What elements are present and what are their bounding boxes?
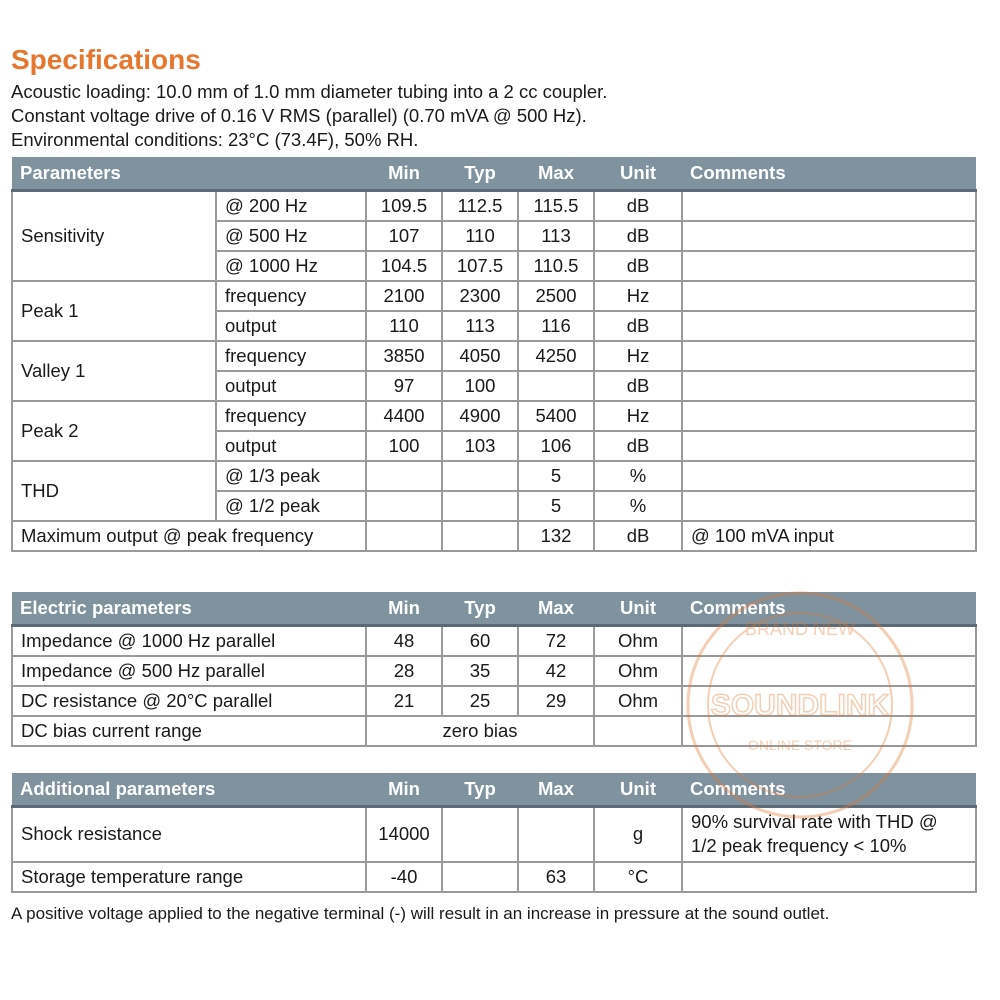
- header-min: Min: [366, 592, 442, 626]
- table-cell: [366, 491, 442, 521]
- table-row: [12, 716, 976, 746]
- table-cell: [366, 461, 442, 491]
- table-header: [12, 157, 976, 191]
- environment-note: Environmental conditions: 23°C (73.4F), 50% RH.: [11, 129, 419, 150]
- table-cell: [682, 371, 976, 401]
- table-cell: -40: [366, 862, 442, 892]
- header-unit: Unit: [594, 773, 682, 807]
- table-row: [12, 401, 976, 431]
- table-cell: 103: [442, 431, 518, 461]
- table-cell: Shock resistance: [12, 807, 366, 862]
- table-cell: [682, 401, 976, 431]
- header-max: Max: [518, 157, 594, 191]
- voltage-drive-note: Constant voltage drive of 0.16 V RMS (parallel) (0.70 mVA @ 500 Hz).: [11, 105, 587, 126]
- table-cell: 14000: [366, 807, 442, 862]
- table-cell: [518, 807, 594, 862]
- table-cell: 5: [518, 491, 594, 521]
- table-cell: [682, 311, 976, 341]
- table-cell: [442, 491, 518, 521]
- table-cell: dB: [594, 371, 682, 401]
- table-cell: Storage temperature range: [12, 862, 366, 892]
- header-max: Max: [518, 592, 594, 626]
- table-row: [12, 191, 976, 222]
- table-header: [12, 773, 976, 807]
- table-cell: 2300: [442, 281, 518, 311]
- table-cell: 28: [366, 656, 442, 686]
- table-cell: @ 500 Hz: [216, 221, 366, 251]
- table-cell: 104.5: [366, 251, 442, 281]
- table-cell: 90% survival rate with THD @ 1/2 peak frequency < 10%: [682, 807, 976, 862]
- header-max: Max: [518, 773, 594, 807]
- header-typ: Typ: [442, 773, 518, 807]
- header-typ: Typ: [442, 157, 518, 191]
- header-comments: Comments: [682, 773, 976, 807]
- table-cell: Impedance @ 500 Hz parallel: [12, 656, 366, 686]
- table-cell: [682, 656, 976, 686]
- header-typ: Typ: [442, 592, 518, 626]
- table-cell: 109.5: [366, 191, 442, 222]
- header-min: Min: [366, 773, 442, 807]
- cell-unit: [594, 716, 682, 746]
- table-cell: °C: [594, 862, 682, 892]
- table-cell: @ 100 mVA input: [682, 521, 976, 551]
- svg-text:ONLINE STORE: ONLINE STORE: [748, 737, 852, 753]
- table-cell: @ 1/3 peak: [216, 461, 366, 491]
- cell-comment: [682, 716, 976, 746]
- table-cell: @ 1000 Hz: [216, 251, 366, 281]
- table-cell: [682, 491, 976, 521]
- table-cell: [682, 686, 976, 716]
- table-cell: dB: [594, 191, 682, 222]
- header-parameters: Parameters: [12, 157, 366, 191]
- table-cell: 2100: [366, 281, 442, 311]
- table-cell: %: [594, 491, 682, 521]
- table-cell: 4050: [442, 341, 518, 371]
- table-cell: Hz: [594, 401, 682, 431]
- table-cell: 116: [518, 311, 594, 341]
- table-cell: Ohm: [594, 626, 682, 657]
- additional-parameters-table: [11, 773, 977, 893]
- table-cell: 5400: [518, 401, 594, 431]
- table-cell: 4250: [518, 341, 594, 371]
- table-cell: dB: [594, 521, 682, 551]
- parameter-peak2: Peak 2: [12, 401, 216, 461]
- table-row: [12, 686, 976, 716]
- table-cell: [682, 461, 976, 491]
- table-cell: [366, 521, 442, 551]
- table-cell: [682, 862, 976, 892]
- table-header: [12, 592, 976, 626]
- table-cell: %: [594, 461, 682, 491]
- table-cell: frequency: [216, 341, 366, 371]
- table-row: [12, 807, 976, 862]
- table-cell: 35: [442, 656, 518, 686]
- table-cell: 97: [366, 371, 442, 401]
- table-cell: [682, 431, 976, 461]
- table-cell: [682, 281, 976, 311]
- table-cell: DC resistance @ 20°C parallel: [12, 686, 366, 716]
- table-cell: dB: [594, 221, 682, 251]
- parameter-valley1: Valley 1: [12, 341, 216, 401]
- table-cell: [442, 521, 518, 551]
- table-cell: Ohm: [594, 686, 682, 716]
- intro-text: [11, 80, 607, 152]
- table-cell: [682, 221, 976, 251]
- parameter-sensitivity: Sensitivity: [12, 191, 216, 282]
- electric-parameters-table: [11, 592, 977, 747]
- table-cell: 42: [518, 656, 594, 686]
- table-cell: 112.5: [442, 191, 518, 222]
- table-cell: 25: [442, 686, 518, 716]
- table-cell: g: [594, 807, 682, 862]
- parameters-table: [11, 157, 977, 552]
- parameter-peak1: Peak 1: [12, 281, 216, 341]
- table-cell: 4400: [366, 401, 442, 431]
- table-cell: [442, 862, 518, 892]
- table-cell: 110: [366, 311, 442, 341]
- table-cell: [682, 341, 976, 371]
- table-cell: [682, 626, 976, 657]
- table-cell: Impedance @ 1000 Hz parallel: [12, 626, 366, 657]
- table-cell: [518, 371, 594, 401]
- table-cell: 63: [518, 862, 594, 892]
- table-cell: output: [216, 371, 366, 401]
- header-additional-parameters: Additional parameters: [12, 773, 366, 807]
- table-cell: Maximum output @ peak frequency: [12, 521, 366, 551]
- table-cell: Hz: [594, 281, 682, 311]
- table-cell: 110.5: [518, 251, 594, 281]
- table-row: [12, 521, 976, 551]
- table-row: [12, 656, 976, 686]
- header-min: Min: [366, 157, 442, 191]
- page-title: Specifications: [11, 44, 201, 75]
- header-unit: Unit: [594, 592, 682, 626]
- table-cell: [682, 191, 976, 222]
- table-cell: Hz: [594, 341, 682, 371]
- table-row: [12, 862, 976, 892]
- table-cell: 5: [518, 461, 594, 491]
- table-cell: 48: [366, 626, 442, 657]
- table-cell: @ 1/2 peak: [216, 491, 366, 521]
- header-comments: Comments: [682, 592, 976, 626]
- table-cell: 107.5: [442, 251, 518, 281]
- table-row: [12, 626, 976, 657]
- table-cell: 110: [442, 221, 518, 251]
- table-cell: frequency: [216, 401, 366, 431]
- table-cell: 106: [518, 431, 594, 461]
- svg-text:SOUNDLINK: SOUNDLINK: [710, 689, 890, 722]
- table-cell: @ 200 Hz: [216, 191, 366, 222]
- table-cell: [442, 461, 518, 491]
- table-cell: 115.5: [518, 191, 594, 222]
- table-cell: 100: [366, 431, 442, 461]
- table-cell: 4900: [442, 401, 518, 431]
- table-cell: dB: [594, 311, 682, 341]
- table-cell: 2500: [518, 281, 594, 311]
- table-cell: output: [216, 311, 366, 341]
- table-row: [12, 461, 976, 491]
- parameter-thd: THD: [12, 461, 216, 521]
- table-cell: dB: [594, 251, 682, 281]
- table-cell: 72: [518, 626, 594, 657]
- table-cell: [442, 807, 518, 862]
- table-cell: 113: [442, 311, 518, 341]
- table-cell: 132: [518, 521, 594, 551]
- table-cell: 107: [366, 221, 442, 251]
- table-cell: [682, 251, 976, 281]
- header-electric-parameters: Electric parameters: [12, 592, 366, 626]
- table-cell: dB: [594, 431, 682, 461]
- table-row: [12, 341, 976, 371]
- table-cell: 113: [518, 221, 594, 251]
- table-row: [12, 281, 976, 311]
- table-cell: 3850: [366, 341, 442, 371]
- header-unit: Unit: [594, 157, 682, 191]
- table-cell: 29: [518, 686, 594, 716]
- table-cell: frequency: [216, 281, 366, 311]
- cell-parameter: DC bias current range: [12, 716, 366, 746]
- table-cell: 21: [366, 686, 442, 716]
- table-cell: 60: [442, 626, 518, 657]
- svg-text:BRAND NEW: BRAND NEW: [744, 619, 856, 639]
- footnote: A positive voltage applied to the negative terminal (-) will result in an increase in pressure at the sound outlet.: [11, 904, 830, 923]
- cell-value: zero bias: [366, 716, 594, 746]
- table-cell: output: [216, 431, 366, 461]
- header-comments: Comments: [682, 157, 976, 191]
- table-cell: Ohm: [594, 656, 682, 686]
- acoustic-loading-note: Acoustic loading: 10.0 mm of 1.0 mm diameter tubing into a 2 cc coupler.: [11, 81, 608, 102]
- table-cell: 100: [442, 371, 518, 401]
